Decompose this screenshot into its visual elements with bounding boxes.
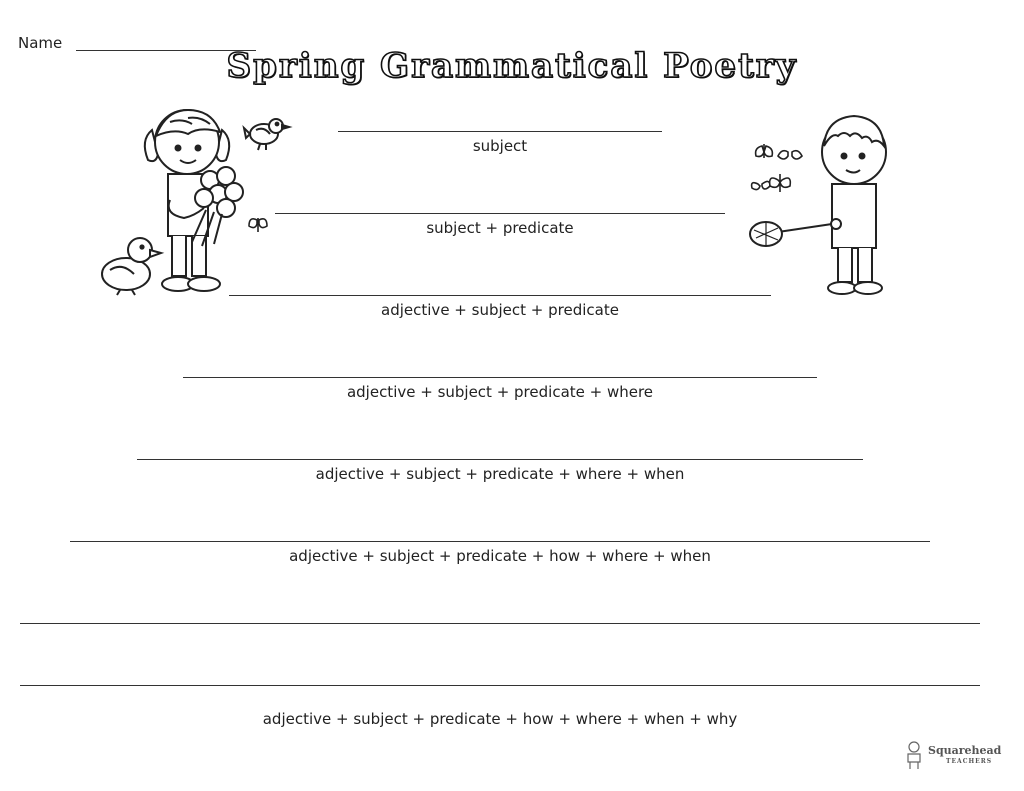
name-label: Name: [18, 34, 63, 52]
write-line-6[interactable]: [70, 541, 930, 542]
write-line-4[interactable]: [183, 377, 817, 378]
line-label-7: adjective + subject + predicate + how + where + when + why: [262, 710, 738, 728]
write-line-2[interactable]: [275, 213, 725, 214]
watermark-brand: Squarehead: [928, 744, 1002, 757]
write-line-5[interactable]: [137, 459, 863, 460]
butterfly-icon: [752, 140, 816, 210]
write-line-1[interactable]: [338, 131, 662, 132]
duckling-icon: [100, 234, 162, 296]
bird-icon: [244, 112, 290, 152]
watermark-figure-icon: [904, 740, 924, 770]
page-title: Spring Grammatical Poetry: [226, 46, 798, 86]
watermark-sub: TEACHERS: [946, 758, 993, 765]
butterfly-icon: [247, 214, 269, 236]
line-label-3: adjective + subject + predicate: [381, 301, 619, 319]
line-label-2: subject + predicate: [426, 219, 574, 237]
write-line-7a[interactable]: [20, 623, 980, 624]
line-label-6: adjective + subject + predicate + how + where + when: [289, 547, 711, 565]
write-line-7b[interactable]: [20, 685, 980, 686]
line-label-4: adjective + subject + predicate + where: [346, 383, 654, 401]
line-label-5: adjective + subject + predicate + where + when: [315, 465, 685, 483]
line-label-1: subject: [472, 137, 528, 155]
write-line-3[interactable]: [229, 295, 771, 296]
